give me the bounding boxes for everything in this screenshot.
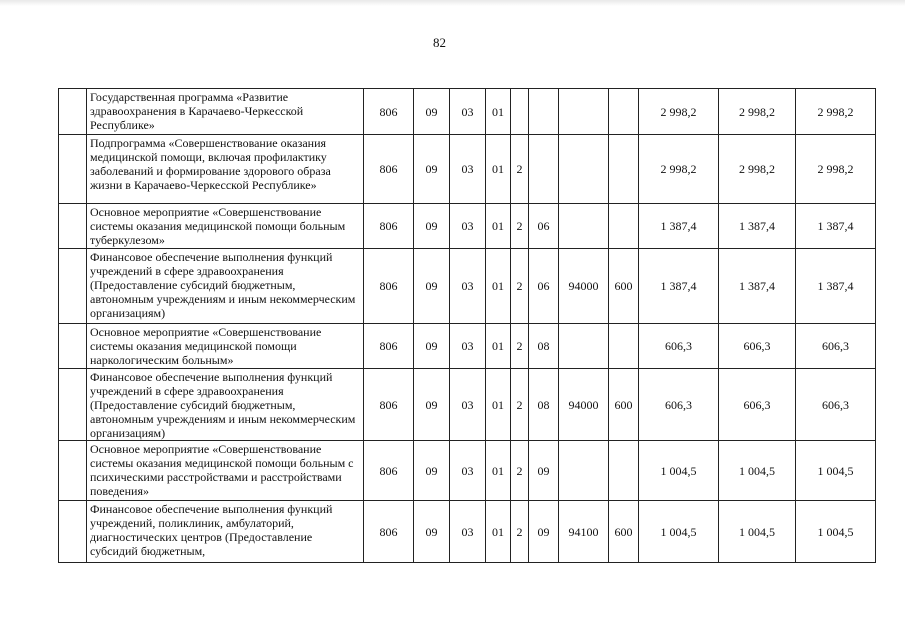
cell-sum3: 2 998,2 (796, 89, 876, 135)
cell-cs4: 94000 (559, 369, 609, 441)
cell-pr: 03 (450, 441, 486, 501)
cell-sum2: 1 004,5 (719, 501, 796, 563)
cell-sum2: 1 387,4 (719, 204, 796, 249)
cell-sum1: 1 387,4 (639, 249, 719, 324)
cell-ved: 806 (364, 204, 414, 249)
cell-cs3: 09 (529, 441, 559, 501)
cell-cs2: 2 (511, 369, 529, 441)
cell-cs2: 2 (511, 441, 529, 501)
cell-sum1: 1 387,4 (639, 204, 719, 249)
blank-cell (59, 324, 87, 369)
cell-ved: 806 (364, 89, 414, 135)
row-name: Основное мероприятие «Совершенствование системы оказания медицинской помощи больным с психическими расстройствами и расстройствами поведения» (87, 441, 364, 501)
cell-cs1: 01 (486, 89, 511, 135)
cell-vr (609, 89, 639, 135)
cell-ved: 806 (364, 369, 414, 441)
cell-cs2: 2 (511, 249, 529, 324)
blank-cell (59, 135, 87, 204)
blank-cell (59, 249, 87, 324)
cell-sum3: 606,3 (796, 369, 876, 441)
cell-cs2: 2 (511, 501, 529, 563)
cell-sum2: 1 004,5 (719, 441, 796, 501)
table-row (59, 369, 876, 441)
cell-cs3: 08 (529, 369, 559, 441)
cell-sum2: 1 387,4 (719, 249, 796, 324)
cell-rz: 09 (414, 135, 450, 204)
cell-vr (609, 441, 639, 501)
scan-edge-shadow (0, 0, 905, 6)
blank-cell (59, 441, 87, 501)
cell-vr: 600 (609, 501, 639, 563)
cell-rz: 09 (414, 501, 450, 563)
table-row (59, 89, 876, 135)
table-row (59, 324, 876, 369)
row-name: Основное мероприятие «Совершенствование системы оказания медицинской помощи больным туберкулезом» (87, 204, 364, 249)
cell-sum2: 606,3 (719, 324, 796, 369)
cell-cs1: 01 (486, 135, 511, 204)
cell-cs1: 01 (486, 324, 511, 369)
cell-cs1: 01 (486, 249, 511, 324)
cell-cs1: 01 (486, 369, 511, 441)
row-name: Основное мероприятие «Совершенствование системы оказания медицинской помощи наркологическим больным» (87, 324, 364, 369)
row-name: Финансовое обеспечение выполнения функций учреждений в сфере здравоохранения (Предоставление субсидий бюджетным, автономным учреждениям и иным некоммерческим организациям) (87, 369, 364, 441)
cell-vr: 600 (609, 249, 639, 324)
blank-cell (59, 369, 87, 441)
cell-rz: 09 (414, 324, 450, 369)
table-row (59, 501, 876, 563)
cell-cs3 (529, 89, 559, 135)
cell-sum3: 1 004,5 (796, 501, 876, 563)
cell-vr: 600 (609, 369, 639, 441)
cell-cs4: 94100 (559, 501, 609, 563)
cell-ved: 806 (364, 501, 414, 563)
cell-sum2: 606,3 (719, 369, 796, 441)
cell-sum3: 1 387,4 (796, 204, 876, 249)
cell-vr (609, 204, 639, 249)
cell-cs2 (511, 89, 529, 135)
cell-pr: 03 (450, 369, 486, 441)
cell-cs3 (529, 135, 559, 204)
cell-cs4 (559, 441, 609, 501)
cell-sum3: 606,3 (796, 324, 876, 369)
cell-cs2: 2 (511, 135, 529, 204)
cell-sum1: 1 004,5 (639, 441, 719, 501)
cell-cs3: 06 (529, 249, 559, 324)
cell-cs2: 2 (511, 324, 529, 369)
cell-cs4 (559, 89, 609, 135)
cell-sum1: 1 004,5 (639, 501, 719, 563)
blank-cell (59, 204, 87, 249)
blank-cell (59, 89, 87, 135)
cell-sum1: 606,3 (639, 369, 719, 441)
row-name: Финансовое обеспечение выполнения функций учреждений, поликлиник, амбулаторий, диагностических центров (Предоставление субсидий бюджетным, (87, 501, 364, 563)
cell-sum1: 2 998,2 (639, 135, 719, 204)
cell-ved: 806 (364, 324, 414, 369)
cell-cs3: 09 (529, 501, 559, 563)
table-row (59, 249, 876, 324)
cell-rz: 09 (414, 441, 450, 501)
cell-sum3: 2 998,2 (796, 135, 876, 204)
cell-cs1: 01 (486, 501, 511, 563)
cell-sum3: 1 387,4 (796, 249, 876, 324)
cell-rz: 09 (414, 249, 450, 324)
cell-rz: 09 (414, 89, 450, 135)
cell-cs4: 94000 (559, 249, 609, 324)
cell-cs4 (559, 324, 609, 369)
cell-sum1: 2 998,2 (639, 89, 719, 135)
cell-pr: 03 (450, 249, 486, 324)
cell-rz: 09 (414, 204, 450, 249)
budget-table (58, 88, 876, 563)
cell-cs3: 06 (529, 204, 559, 249)
cell-vr (609, 324, 639, 369)
cell-cs4 (559, 135, 609, 204)
cell-cs1: 01 (486, 204, 511, 249)
table-row (59, 135, 876, 204)
cell-rz: 09 (414, 369, 450, 441)
row-name: Подпрограмма «Совершенствование оказания медицинской помощи, включая профилактику заболеваний и формирование здорового образа жизни в Карачаево-Черкесской Республике» (87, 135, 364, 204)
cell-sum2: 2 998,2 (719, 89, 796, 135)
cell-ved: 806 (364, 135, 414, 204)
cell-vr (609, 135, 639, 204)
cell-pr: 03 (450, 89, 486, 135)
cell-pr: 03 (450, 324, 486, 369)
blank-cell (59, 501, 87, 563)
table-row (59, 204, 876, 249)
cell-sum1: 606,3 (639, 324, 719, 369)
row-name: Финансовое обеспечение выполнения функций учреждений в сфере здравоохранения (Предоставление субсидий бюджетным, автономным учреждениям и иным некоммерческим организациям) (87, 249, 364, 324)
cell-ved: 806 (364, 441, 414, 501)
cell-sum2: 2 998,2 (719, 135, 796, 204)
cell-pr: 03 (450, 501, 486, 563)
cell-cs4 (559, 204, 609, 249)
cell-ved: 806 (364, 249, 414, 324)
cell-sum3: 1 004,5 (796, 441, 876, 501)
cell-cs3: 08 (529, 324, 559, 369)
cell-pr: 03 (450, 204, 486, 249)
cell-cs1: 01 (486, 441, 511, 501)
table-row (59, 441, 876, 501)
cell-cs2: 2 (511, 204, 529, 249)
row-name: Государственная программа «Развитие здравоохранения в Карачаево-Черкесской Республике» (87, 89, 364, 135)
page-number: 82 (433, 35, 446, 50)
cell-pr: 03 (450, 135, 486, 204)
